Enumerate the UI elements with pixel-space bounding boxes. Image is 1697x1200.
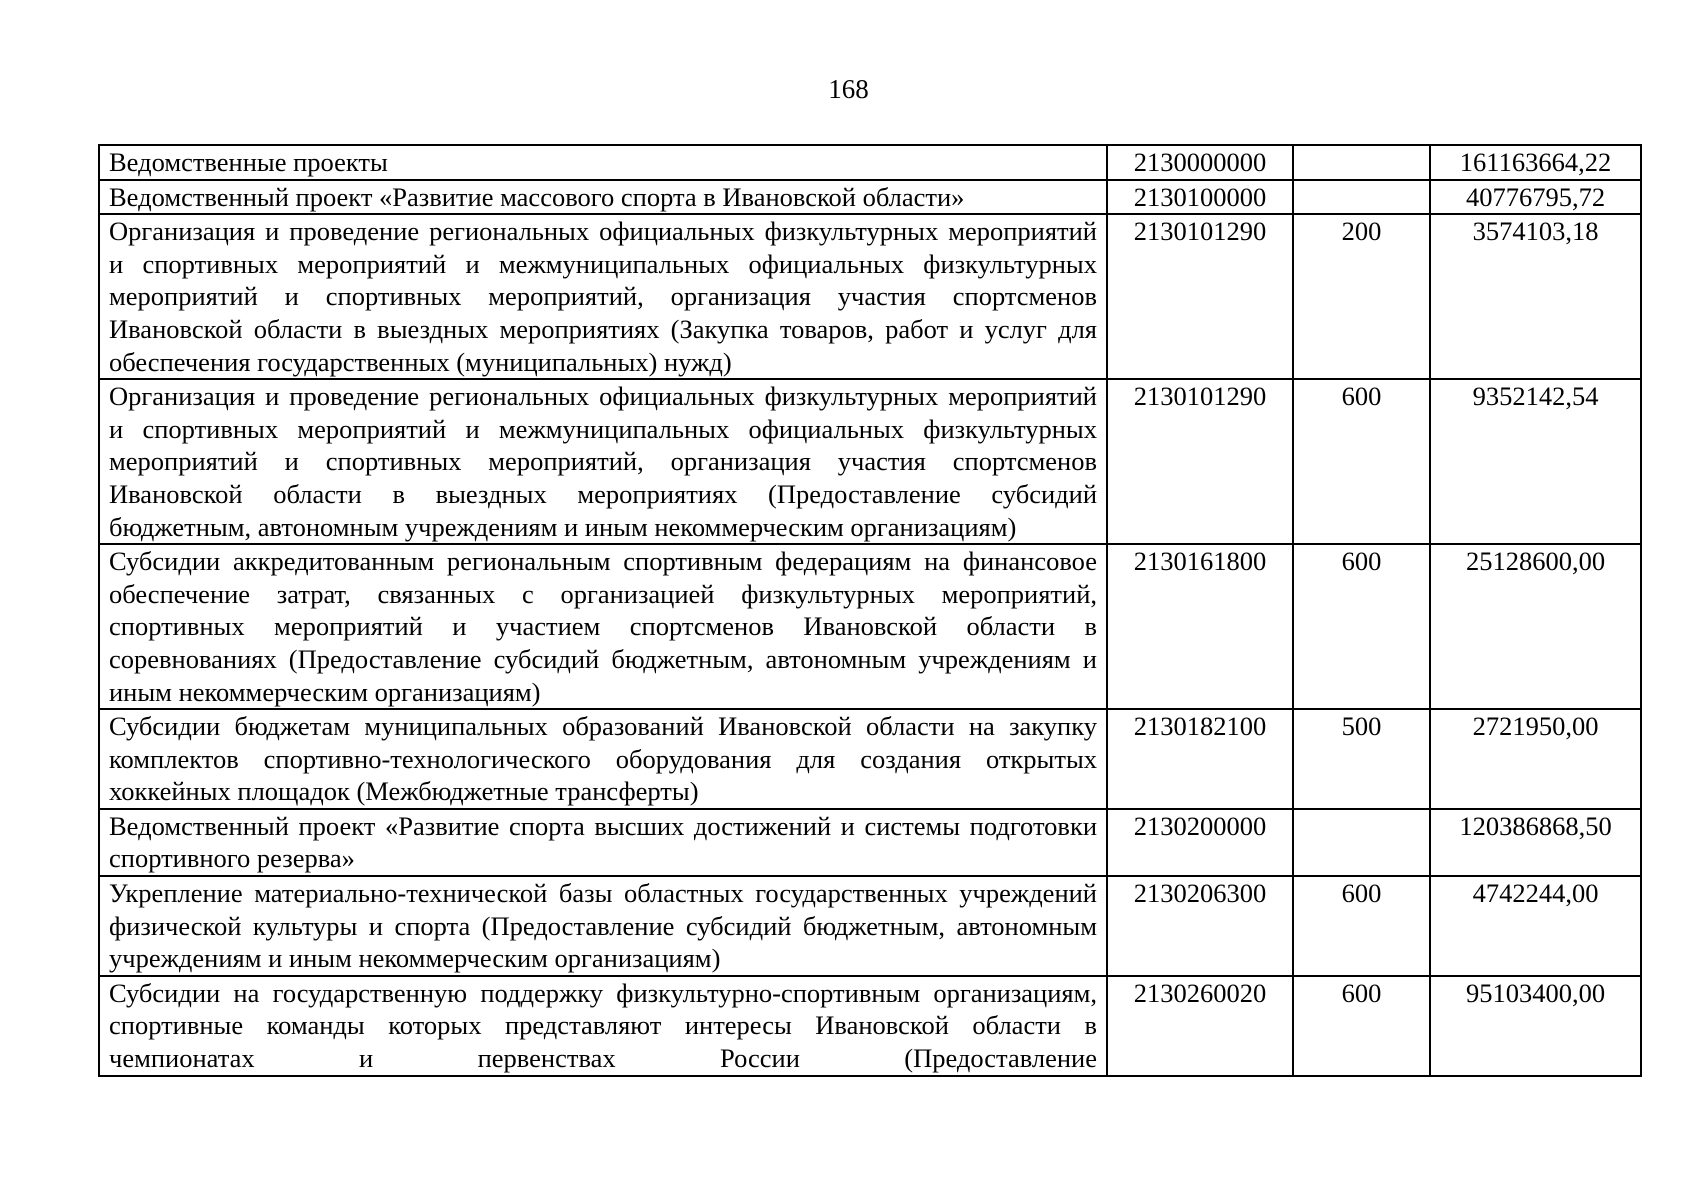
row-expense-type: 600 <box>1293 876 1430 976</box>
table-row <box>99 876 1641 976</box>
row-expense-type <box>1293 180 1430 215</box>
table-row <box>99 180 1641 215</box>
table-row <box>99 379 1641 544</box>
row-description: Субсидии бюджетам муниципальных образований Ивановской области на закупку комплектов спортивно-технологического оборудования для создания открытых хоккейных площадок (Межбюджетные трансферты) <box>99 709 1107 809</box>
row-expense-type <box>1293 809 1430 876</box>
row-amount: 2721950,00 <box>1430 709 1641 809</box>
table-row <box>99 214 1641 379</box>
row-expense-type: 200 <box>1293 214 1430 379</box>
row-amount: 40776795,72 <box>1430 180 1641 215</box>
row-code: 2130260020 <box>1107 976 1293 1076</box>
row-expense-type: 600 <box>1293 379 1430 544</box>
row-code: 2130100000 <box>1107 180 1293 215</box>
table-row <box>99 976 1641 1076</box>
row-code: 2130101290 <box>1107 214 1293 379</box>
row-description: Организация и проведение региональных официальных физкультурных мероприятий и спортивных мероприятий и межмуниципальных официальных физкультурных мероприятий и спортивных мероприятий, организация участия спортсменов Ивановской области в выездных мероприятиях (Закупка товаров, работ и услуг для обеспечения государственных (муниципальных) нужд) <box>99 214 1107 379</box>
row-expense-type: 600 <box>1293 976 1430 1076</box>
row-description: Ведомственный проект «Развитие спорта высших достижений и системы подготовки спортивного резерва» <box>99 809 1107 876</box>
row-description: Укрепление материально-технической базы областных государственных учреждений физической культуры и спорта (Предоставление субсидий бюджетным, автономным учреждениям и иным некоммерческим организациям) <box>99 876 1107 976</box>
table-row <box>99 709 1641 809</box>
table-row <box>99 809 1641 876</box>
row-amount: 9352142,54 <box>1430 379 1641 544</box>
row-expense-type: 500 <box>1293 709 1430 809</box>
row-amount: 4742244,00 <box>1430 876 1641 976</box>
row-expense-type <box>1293 145 1430 180</box>
row-amount: 3574103,18 <box>1430 214 1641 379</box>
row-expense-type: 600 <box>1293 544 1430 709</box>
budget-table <box>98 144 1642 1077</box>
row-description: Субсидии аккредитованным региональным спортивным федерациям на финансовое обеспечение затрат, связанных с организацией физкультурных мероприятий, спортивных мероприятий и участием спортсменов Ивановской области в соревнованиях (Предоставление субсидий бюджетным, автономным учреждениям и иным некоммерческим организациям) <box>99 544 1107 709</box>
row-code: 2130161800 <box>1107 544 1293 709</box>
row-description: Ведомственные проекты <box>99 145 1107 180</box>
row-code: 2130101290 <box>1107 379 1293 544</box>
row-code: 2130182100 <box>1107 709 1293 809</box>
row-description: Субсидии на государственную поддержку физкультурно-спортивным организациям, спортивные команды которых представляют интересы Ивановской области в чемпионатах и первенствах России (Предоставление <box>99 976 1107 1076</box>
row-amount: 120386868,50 <box>1430 809 1641 876</box>
row-amount: 95103400,00 <box>1430 976 1641 1076</box>
table-row <box>99 145 1641 180</box>
page-number: 168 <box>828 74 869 104</box>
row-code: 2130200000 <box>1107 809 1293 876</box>
table-row <box>99 544 1641 709</box>
row-code: 2130000000 <box>1107 145 1293 180</box>
row-amount: 161163664,22 <box>1430 145 1641 180</box>
row-code: 2130206300 <box>1107 876 1293 976</box>
row-amount: 25128600,00 <box>1430 544 1641 709</box>
row-description: Ведомственный проект «Развитие массового спорта в Ивановской области» <box>99 180 1107 215</box>
row-description: Организация и проведение региональных официальных физкультурных мероприятий и спортивных мероприятий и межмуниципальных официальных физкультурных мероприятий и спортивных мероприятий, организация участия спортсменов Ивановской области в выездных мероприятиях (Предоставление субсидий бюджетным, автономным учреждениям и иным некоммерческим организациям) <box>99 379 1107 544</box>
